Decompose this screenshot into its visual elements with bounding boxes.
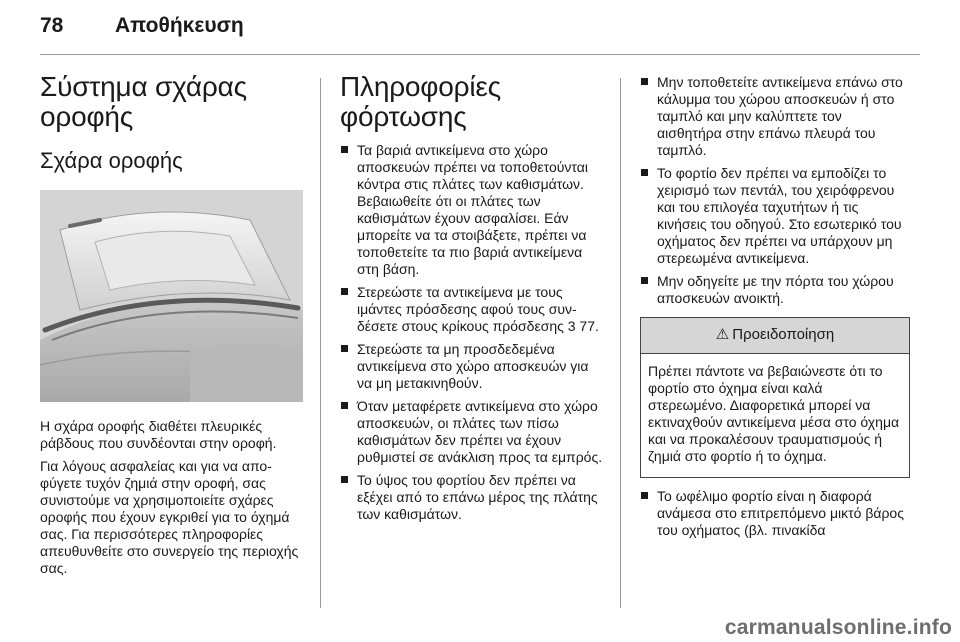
list-item: Το ύψος του φορτίου δεν πρέπει να εξέχει από το επάνω μέρος της πλάτης των καθισμάτων. (340, 472, 604, 523)
page-number: 78 (40, 14, 64, 37)
bullet-square-icon (341, 345, 348, 352)
list-item: Το ωφέλιμο φορτίο είναι η διαφορά ανάμεσα στο επιτρεπόμενο μικτό βάρος του οχήματος (βλ. πινακίδα (640, 488, 910, 539)
list-item: Τα βαριά αντικείμενα στο χώρο αποσκευών πρέπει να τοποθετούνται κόντρα στις πλάτες των καθισμάτων. Βεβαιωθείτε ότι οι πλάτες των καθισμάτων έχουν ασφαλίσει. Εάν μπορείτε να τα στοιβάξετε, πρέπει να τοποθετείτε τα πιο βαριά αντικείμενα στη βάση. (340, 142, 604, 278)
watermark: carmanualsonline.info (724, 616, 952, 639)
warning-box (640, 317, 910, 478)
warning-text: Πρέπει πάντοτε να βεβαιώνεστε ότι το φορτίο στο όχημα είναι καλά στερεωμένο. Διαφορετικά μπορεί να εκτιναχθούν αντικείμενα μέσα στο όχημα και να προκαλέσουν τραυματισμούς ή ζημιά στο φορτίο ή το όχημα. (648, 363, 900, 464)
payload-bullets (640, 488, 910, 539)
column-2 (340, 68, 604, 523)
subsection-title-roof-rack: Σχάρα οροφής (40, 148, 183, 173)
roof-rack-illustration (40, 190, 303, 402)
list-item: Μην οδηγείτε με την πόρτα του χώρου αποσκευών ανοικτή. (640, 273, 910, 307)
list-item: Στερεώστε τα μη προσδεδεμένα αντικείμενα στο χώρο αποσκευών για να μη μετακινηθούν. (340, 341, 604, 392)
list-item: Όταν μεταφέρετε αντικείμενα στο χώρο αποσκευών, οι πλάτες των πίσω καθισμάτων δεν πρέπει να έχουν ρυθμιστεί σε ανάκλιση προς τα εμπρός. (340, 398, 604, 466)
list-item: Μην τοποθετείτε αντικείμενα επάνω στο κάλυμμα του χώρου αποσκευών ή στο ταμπλό και μην καλύπτετε τον αισθητήρα στην επάνω πλευρά του ταμπλό. (640, 74, 910, 159)
bullet-square-icon (341, 288, 348, 295)
bullet-square-icon (641, 78, 648, 85)
column-3 (640, 68, 910, 539)
column-1 (40, 68, 305, 577)
list-item: Στερεώστε τα αντικείμενα με τους ιμάντες πρόσδεσης αφού τους συνδέσετε στους κρίκους πρόσδεσης 3 77. (340, 284, 604, 335)
loading-bullets (340, 142, 604, 523)
section-title-loading-info: Πληροφορίες φόρτωσης (340, 71, 501, 132)
column-divider-2 (620, 78, 621, 608)
bullet-square-icon (341, 476, 348, 483)
section-title-roof-rack: Σύστημα σχάρας οροφής (40, 71, 247, 132)
page-header (40, 14, 920, 54)
running-title: Αποθήκευση (115, 14, 244, 37)
roof-rack-photo (40, 190, 303, 402)
warning-header (641, 318, 909, 354)
list-item: Το φορτίο δεν πρέπει να εμποδίζει το χειρισμό των πεντάλ, του χειρόφρενου και του επιλογέα ταχυτήτων ή τις κινήσεις του οδηγού. Στο εσωτερικό του οχήματος δεν πρέπει να υπάρχουν μη στερεωμένα αντικείμενα. (640, 165, 910, 267)
roof-rack-intro: Η σχάρα οροφής διαθέτει πλευρικές ράβδους που συνδέονται στην οροφή. (40, 418, 277, 451)
loading-bullets-continued (640, 74, 910, 307)
bullet-square-icon (641, 169, 648, 176)
header-rule (40, 54, 920, 55)
column-divider-1 (320, 78, 321, 608)
bullet-square-icon (641, 492, 648, 499)
bullet-square-icon (641, 277, 648, 284)
bullet-square-icon (341, 146, 348, 153)
warning-title: Προειδοποίηση (732, 326, 835, 343)
roof-rack-safety-note: Για λόγους ασφαλείας και για να αποφύγετε τυχόν ζημιά στην οροφή, σας συνιστούμε να χρησιμοποιείτε σχάρες οροφής που έχουν εγκριθεί για το όχημά σας. Για περισσότερες πληροφορίες απευθυνθείτε στο συνεργείο της περιοχής σας. (40, 458, 299, 576)
bullet-square-icon (341, 402, 348, 409)
warning-triangle-icon: ⚠ (715, 326, 730, 343)
